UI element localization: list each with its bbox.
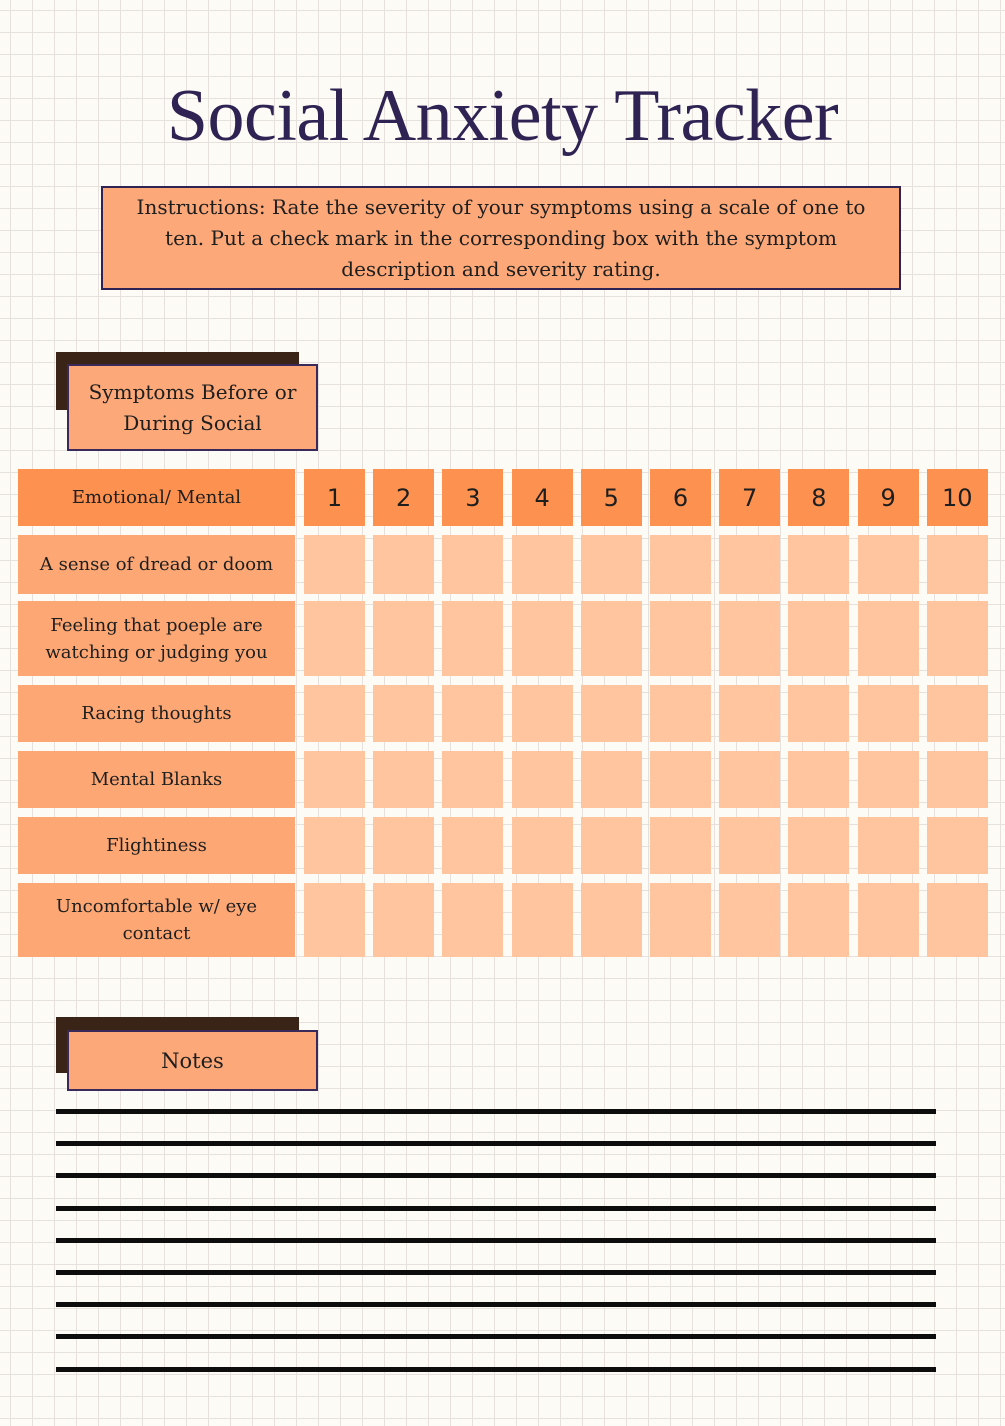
symptoms-section-label: Symptoms Before or During Social — [88, 379, 297, 435]
rating-checkbox-5-4[interactable] — [512, 817, 573, 874]
rating-checkbox-6-1[interactable] — [304, 883, 365, 957]
rating-checkbox-1-9[interactable] — [858, 535, 919, 594]
rating-checkbox-2-2[interactable] — [373, 601, 434, 676]
rating-checkbox-5-10[interactable] — [927, 817, 988, 874]
rating-checkbox-2-6[interactable] — [650, 601, 711, 676]
notes-section-tab — [67, 1030, 318, 1091]
rating-checkbox-2-3[interactable] — [442, 601, 503, 676]
rating-checkbox-3-3[interactable] — [442, 685, 503, 742]
note-line[interactable] — [56, 1367, 936, 1372]
rating-checkbox-5-9[interactable] — [858, 817, 919, 874]
instructions-text: Instructions: Rate the severity of your symptoms using a scale of one to ten. Put a check mark in the corresponding box with the symptom description and severity rating. — [136, 194, 866, 281]
scale-header-9: 9 — [858, 469, 919, 526]
note-line[interactable] — [56, 1109, 936, 1114]
rating-checkbox-1-4[interactable] — [512, 535, 573, 594]
rating-checkbox-1-10[interactable] — [927, 535, 988, 594]
rating-checkbox-4-2[interactable] — [373, 751, 434, 808]
rating-checkbox-1-5[interactable] — [581, 535, 642, 594]
rating-checkbox-3-4[interactable] — [512, 685, 573, 742]
rating-checkbox-1-7[interactable] — [719, 535, 780, 594]
rating-checkbox-5-1[interactable] — [304, 817, 365, 874]
rating-checkbox-4-10[interactable] — [927, 751, 988, 808]
rating-checkbox-1-8[interactable] — [788, 535, 849, 594]
rating-checkbox-6-8[interactable] — [788, 883, 849, 957]
scale-header-5: 5 — [581, 469, 642, 526]
rating-checkbox-5-7[interactable] — [719, 817, 780, 874]
rating-checkbox-2-1[interactable] — [304, 601, 365, 676]
rating-checkbox-5-8[interactable] — [788, 817, 849, 874]
rating-checkbox-5-5[interactable] — [581, 817, 642, 874]
rating-checkbox-4-9[interactable] — [858, 751, 919, 808]
note-line[interactable] — [56, 1206, 936, 1211]
rating-checkbox-6-6[interactable] — [650, 883, 711, 957]
note-line[interactable] — [56, 1141, 936, 1146]
scale-header-8: 8 — [788, 469, 849, 526]
scale-header-10: 10 — [927, 469, 988, 526]
rating-checkbox-3-10[interactable] — [927, 685, 988, 742]
symptom-row-label: Uncomfortable w/ eye contact — [18, 883, 295, 957]
rating-checkbox-6-5[interactable] — [581, 883, 642, 957]
rating-checkbox-1-3[interactable] — [442, 535, 503, 594]
rating-checkbox-2-9[interactable] — [858, 601, 919, 676]
notes-section-label: Notes — [161, 1048, 224, 1073]
scale-header-4: 4 — [512, 469, 573, 526]
rating-checkbox-6-10[interactable] — [927, 883, 988, 957]
rating-checkbox-4-4[interactable] — [512, 751, 573, 808]
note-line[interactable] — [56, 1270, 936, 1275]
rating-checkbox-2-10[interactable] — [927, 601, 988, 676]
symptom-row-label: Mental Blanks — [18, 751, 295, 808]
rating-checkbox-1-6[interactable] — [650, 535, 711, 594]
rating-checkbox-2-4[interactable] — [512, 601, 573, 676]
symptom-row-label: Feeling that poeple are watching or judging you — [18, 601, 295, 676]
scale-header-2: 2 — [373, 469, 434, 526]
table-header-label: Emotional/ Mental — [18, 469, 295, 526]
instructions-box — [101, 186, 901, 290]
rating-checkbox-3-6[interactable] — [650, 685, 711, 742]
rating-checkbox-1-1[interactable] — [304, 535, 365, 594]
symptom-row-label: Flightiness — [18, 817, 295, 874]
rating-checkbox-2-8[interactable] — [788, 601, 849, 676]
scale-header-7: 7 — [719, 469, 780, 526]
rating-checkbox-4-5[interactable] — [581, 751, 642, 808]
rating-checkbox-4-1[interactable] — [304, 751, 365, 808]
rating-checkbox-6-7[interactable] — [719, 883, 780, 957]
rating-checkbox-4-7[interactable] — [719, 751, 780, 808]
rating-checkbox-2-7[interactable] — [719, 601, 780, 676]
rating-checkbox-6-2[interactable] — [373, 883, 434, 957]
rating-checkbox-4-6[interactable] — [650, 751, 711, 808]
rating-checkbox-4-8[interactable] — [788, 751, 849, 808]
rating-checkbox-5-2[interactable] — [373, 817, 434, 874]
rating-checkbox-2-5[interactable] — [581, 601, 642, 676]
scale-header-6: 6 — [650, 469, 711, 526]
note-line[interactable] — [56, 1173, 936, 1178]
note-line[interactable] — [56, 1238, 936, 1243]
rating-checkbox-3-7[interactable] — [719, 685, 780, 742]
symptoms-section-tab — [67, 364, 318, 451]
rating-checkbox-5-6[interactable] — [650, 817, 711, 874]
scale-header-1: 1 — [304, 469, 365, 526]
scale-header-3: 3 — [442, 469, 503, 526]
rating-checkbox-1-2[interactable] — [373, 535, 434, 594]
rating-checkbox-3-2[interactable] — [373, 685, 434, 742]
note-line[interactable] — [56, 1334, 936, 1339]
symptom-row-label: Racing thoughts — [18, 685, 295, 742]
rating-checkbox-3-1[interactable] — [304, 685, 365, 742]
rating-checkbox-3-5[interactable] — [581, 685, 642, 742]
rating-checkbox-6-9[interactable] — [858, 883, 919, 957]
rating-checkbox-3-9[interactable] — [858, 685, 919, 742]
page-title: Social Anxiety Tracker — [166, 75, 839, 157]
rating-checkbox-6-3[interactable] — [442, 883, 503, 957]
rating-checkbox-4-3[interactable] — [442, 751, 503, 808]
note-line[interactable] — [56, 1302, 936, 1307]
rating-checkbox-6-4[interactable] — [512, 883, 573, 957]
rating-checkbox-5-3[interactable] — [442, 817, 503, 874]
rating-checkbox-3-8[interactable] — [788, 685, 849, 742]
symptom-row-label: A sense of dread or doom — [18, 535, 295, 594]
